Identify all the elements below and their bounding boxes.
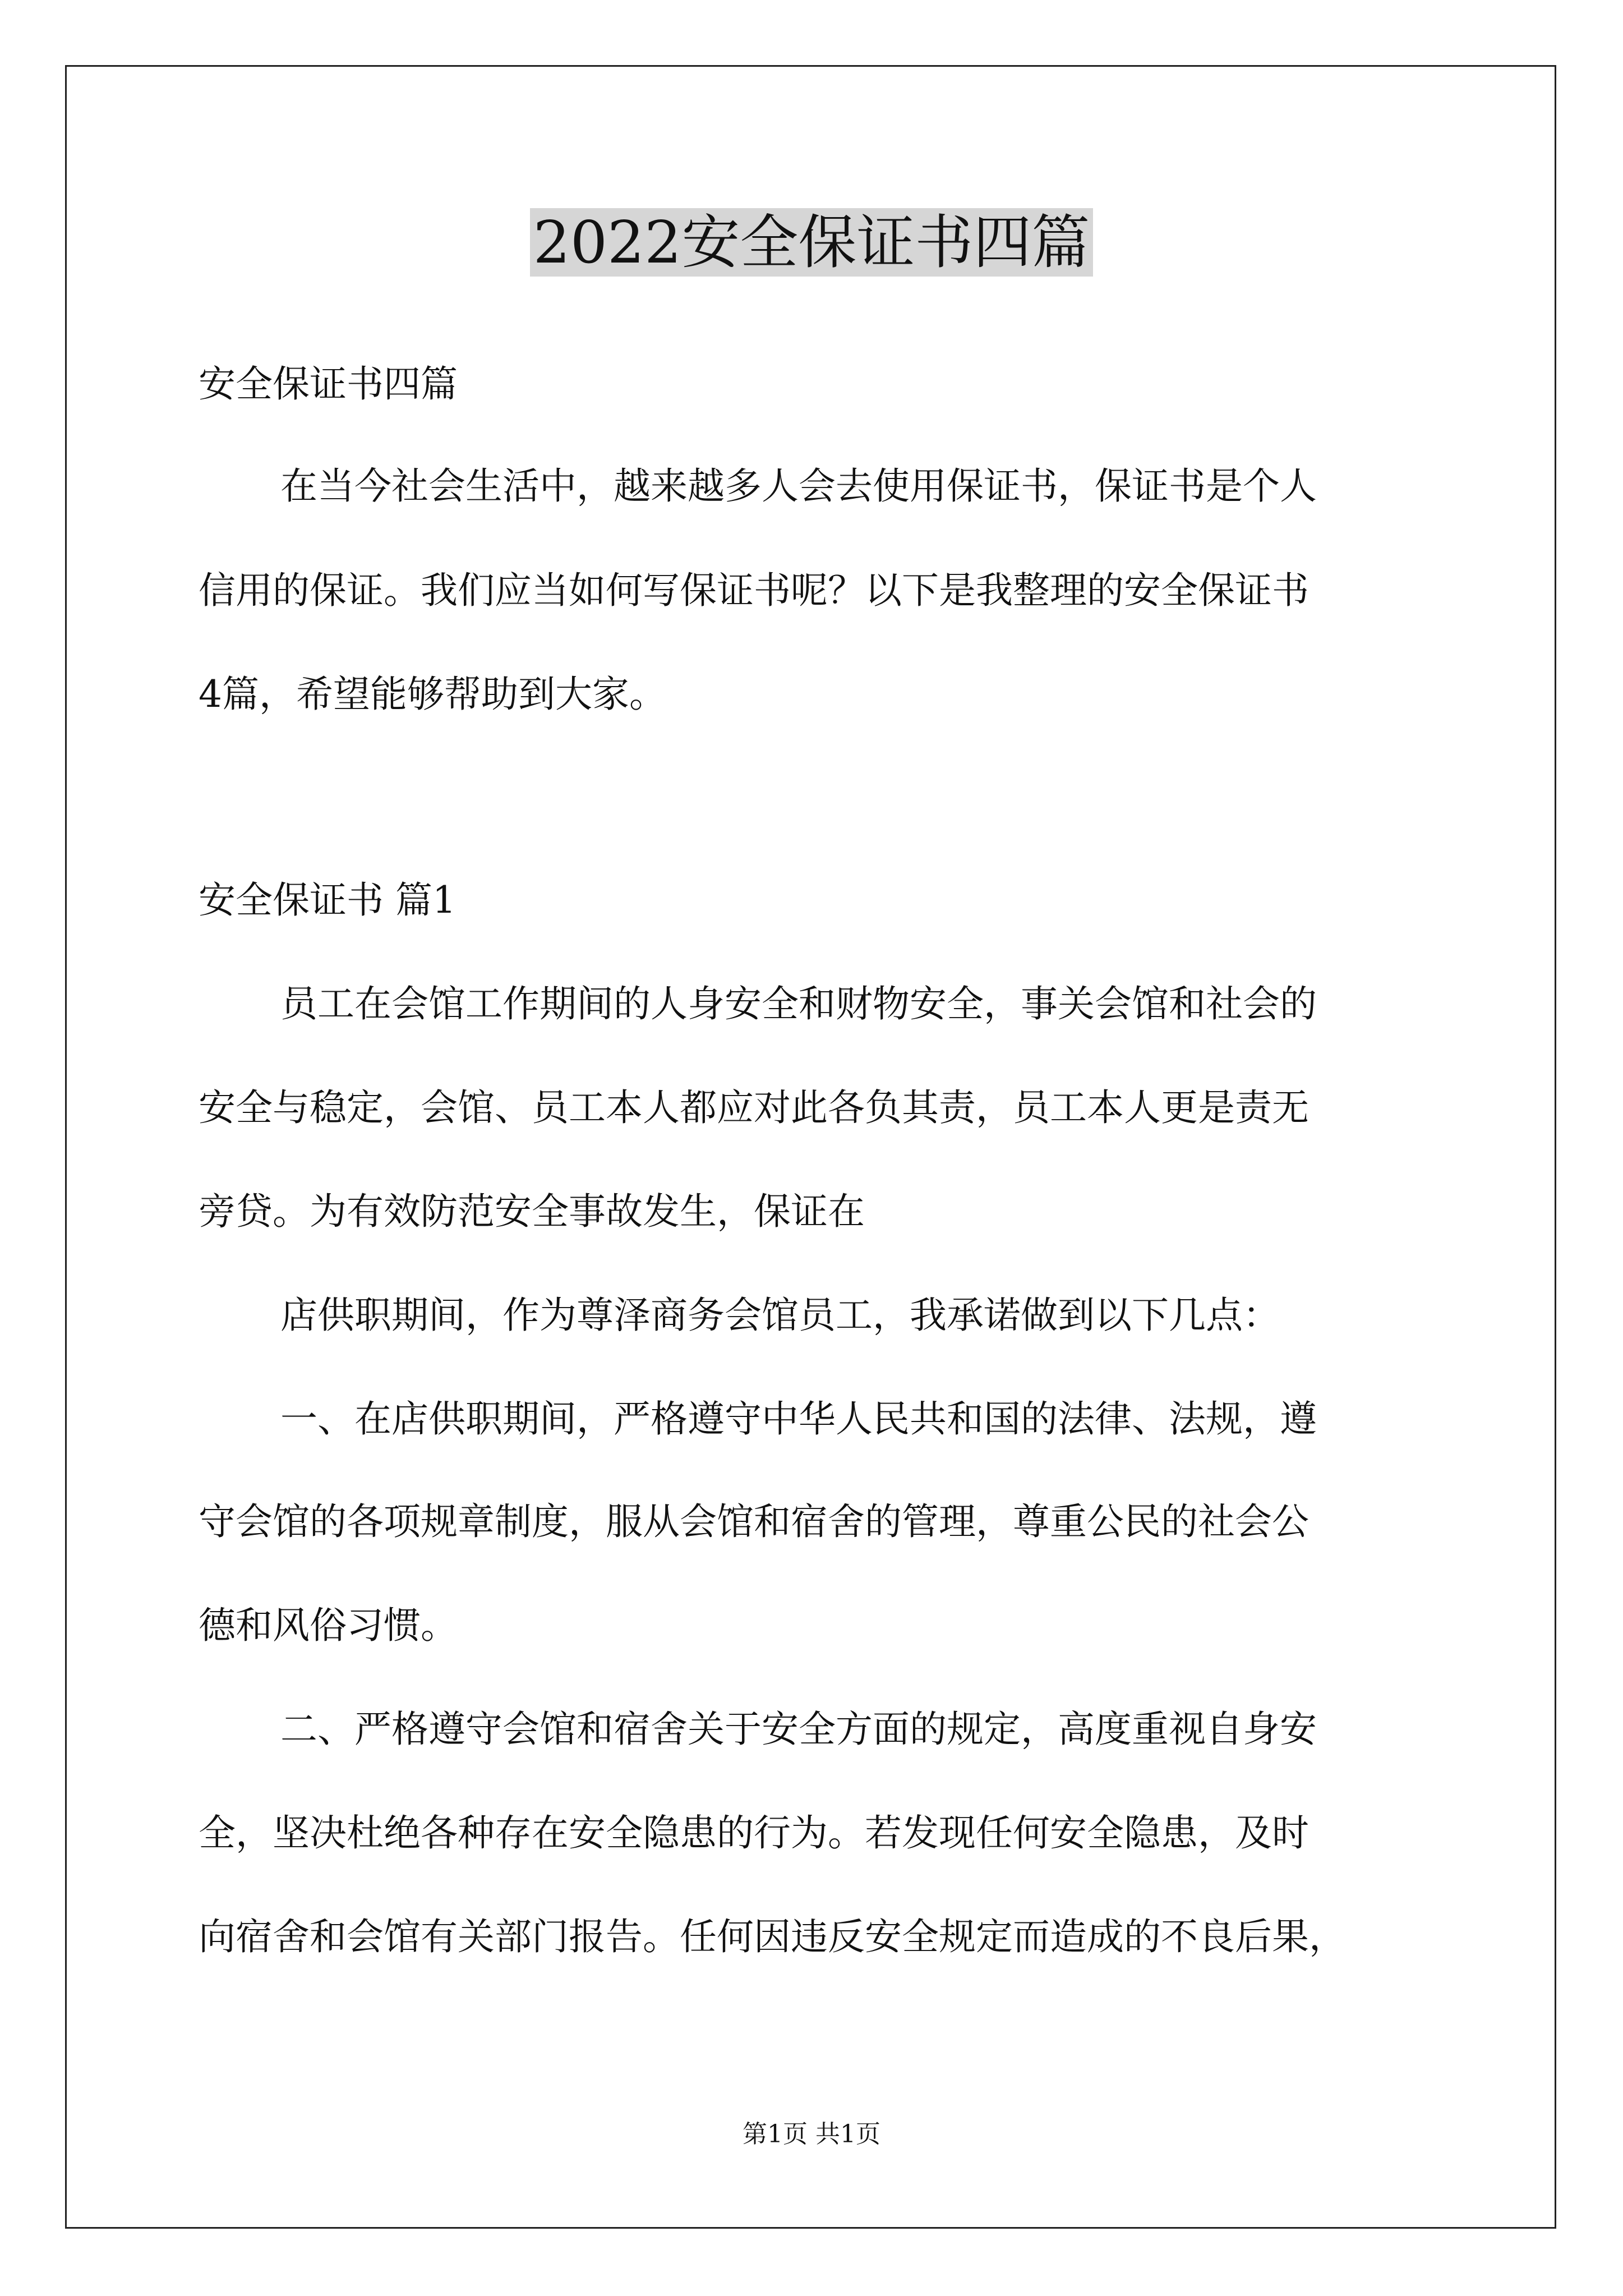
body-line: 二、严格遵守会馆和宿舍关于安全方面的规定，高度重视自身安 [280, 1708, 1317, 1751]
body-line: 德和风俗习惯。 [199, 1604, 458, 1647]
body-line: 向宿舍和会馆有关部门报告。任何因违反安全规定而造成的不良后果， [199, 1915, 1346, 1958]
body-line: 旁贷。为有效防范安全事故发生，保证在 [199, 1190, 865, 1233]
intro-line-1: 在当今社会生活中，越来越多人会去使用保证书，保证书是个人 [280, 464, 1317, 508]
body-line: 员工在会馆工作期间的人身安全和财物安全，事关会馆和社会的 [280, 982, 1317, 1025]
body-line: 一、在店供职期间，严格遵守中华人民共和国的法律、法规，遵 [280, 1397, 1317, 1441]
document-title: 2022安全保证书四篇 [0, 203, 1623, 282]
body-line: 守会馆的各项规章制度，服从会馆和宿舍的管理，尊重公民的社会公 [199, 1500, 1309, 1543]
body-line: 全，坚决杜绝各种存在安全隐患的行为。若发现任何安全隐患，及时 [199, 1811, 1309, 1855]
section-heading-1: 安全保证书 篇1 [199, 878, 456, 922]
body-line: 安全与稳定，会馆、员工本人都应对此各负其责，员工本人更是责无 [199, 1086, 1309, 1129]
subtitle-line: 安全保证书四篇 [199, 362, 458, 406]
page-footer: 第1页 共1页 [743, 2120, 880, 2148]
intro-line-2: 信用的保证。我们应当如何写保证书呢？以下是我整理的安全保证书 [199, 569, 1309, 612]
intro-line-3: 4篇，希望能够帮助到大家。 [199, 673, 666, 716]
body-line: 店供职期间，作为尊泽商务会馆员工，我承诺做到以下几点： [280, 1294, 1280, 1337]
